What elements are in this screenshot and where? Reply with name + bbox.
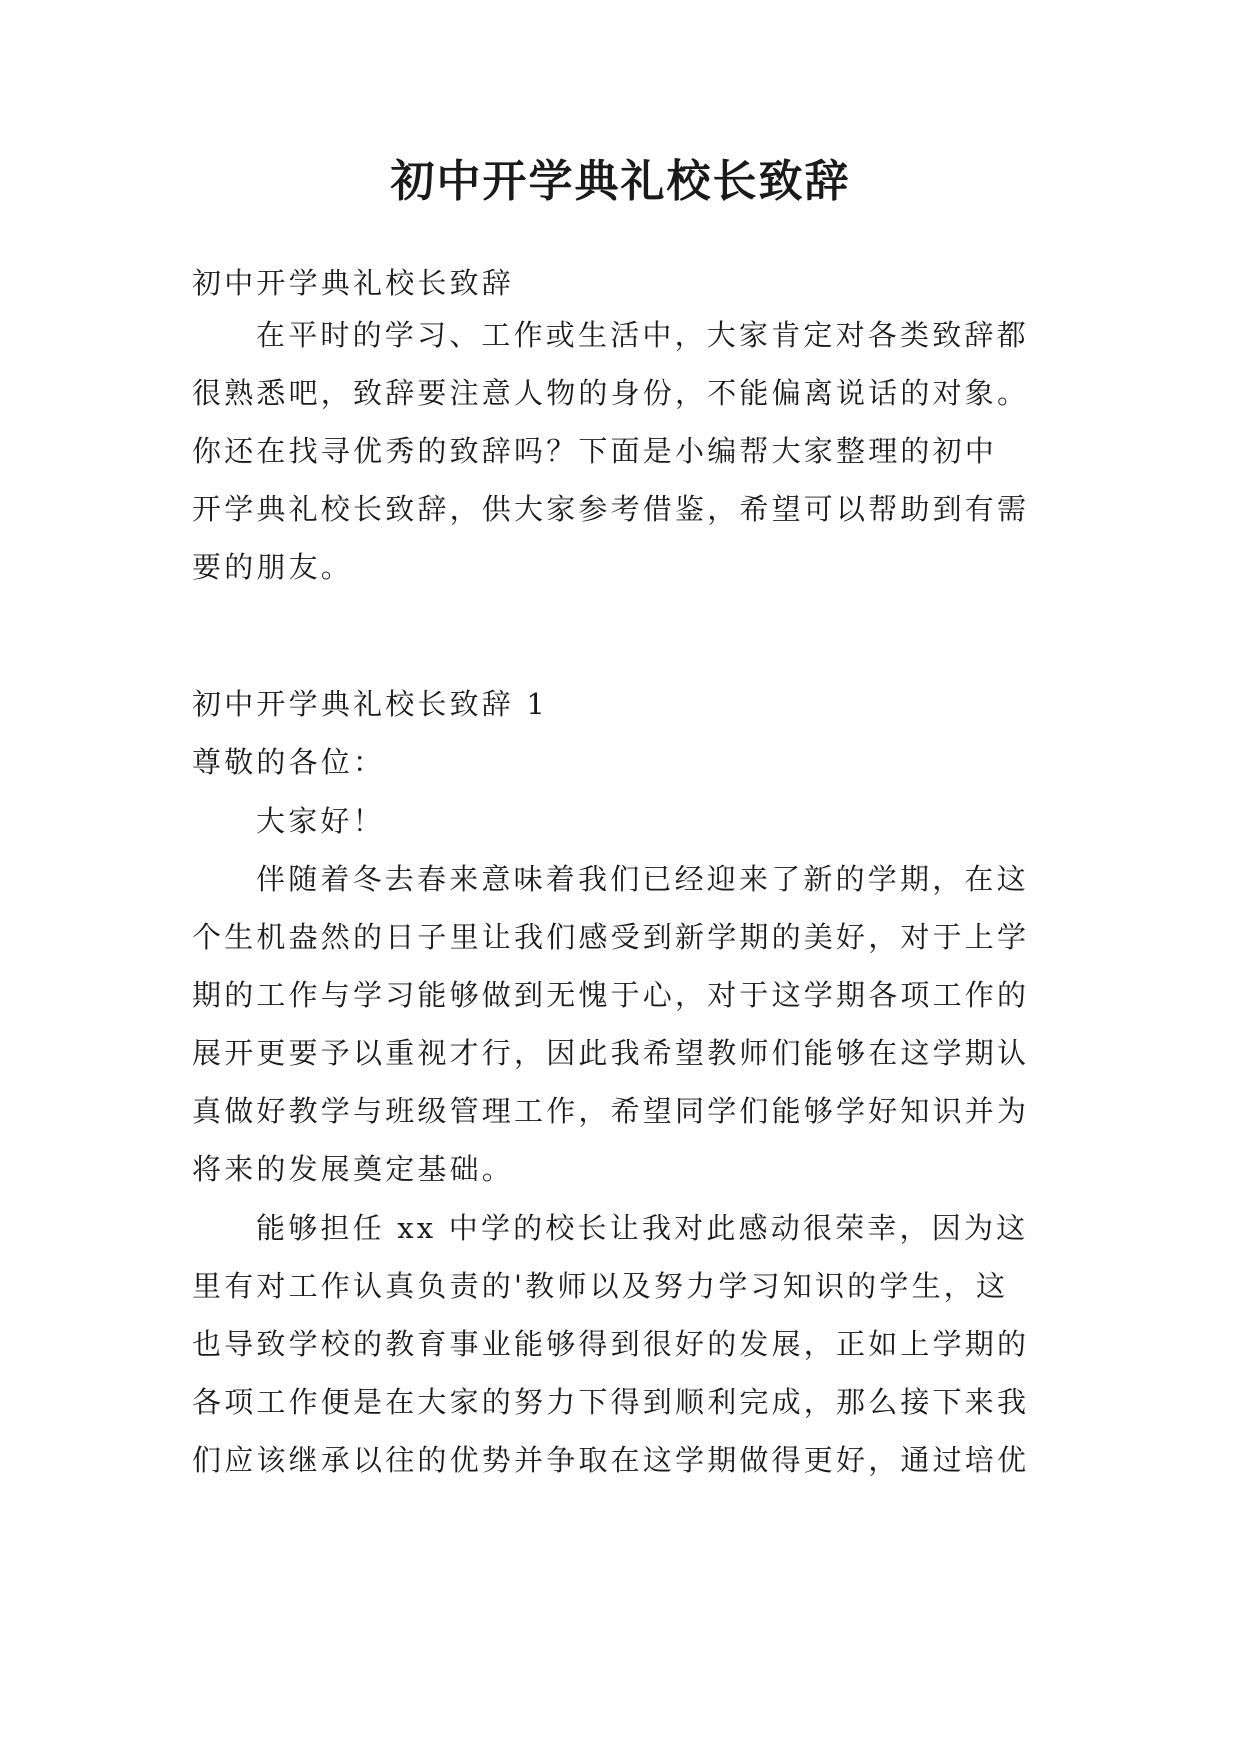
intro-line: 要的朋友。 — [192, 550, 354, 584]
paragraph-line: 里有对工作认真负责的'教师以及努力学习知识的学生，这 — [192, 1269, 1009, 1303]
intro-line: 开学典礼校长致辞，供大家参考借鉴，希望可以帮助到有需 — [192, 492, 1030, 526]
paragraph-line: 真做好教学与班级管理工作，希望同学们能够学好知识并为 — [192, 1094, 1030, 1128]
paragraph-line: 也导致学校的教育事业能够得到很好的发展，正如上学期的 — [192, 1327, 1030, 1361]
paragraph-line: 伴随着冬去春来意味着我们已经迎来了新的学期，在这 — [256, 862, 1029, 896]
paragraph-line: 将来的发展奠定基础。 — [192, 1152, 515, 1186]
paragraph-line: 期的工作与学习能够做到无愧于心，对于这学期各项工作的 — [192, 978, 1030, 1012]
paragraph-line: 能够担任 xx 中学的校长让我对此感动很荣幸，因为这 — [256, 1211, 1029, 1245]
intro-line: 在平时的学习、工作或生活中，大家肯定对各类致辞都 — [256, 318, 1029, 352]
speech-paragraph-1 — [192, 850, 1072, 1198]
paragraph-line: 各项工作便是在大家的努力下得到顺利完成，那么接下来我 — [192, 1385, 1030, 1419]
document-title: 初中开学典礼校长致辞 — [390, 156, 851, 207]
paragraph-line: 展开更要予以重视才行，因此我希望教师们能够在这学期认 — [192, 1036, 1030, 1070]
section-heading: 初中开学典礼校长致辞 1 — [192, 687, 549, 721]
speech-paragraph-2 — [192, 1199, 1072, 1489]
salutation: 尊敬的各位： — [192, 745, 386, 779]
intro-paragraph — [192, 306, 1072, 596]
intro-line: 你还在找寻优秀的致辞吗？下面是小编帮大家整理的初中 — [192, 434, 998, 468]
paragraph-line: 个生机盎然的日子里让我们感受到新学期的美好，对于上学 — [192, 920, 1030, 954]
intro-line: 很熟悉吧，致辞要注意人物的身份，不能偏离说话的对象。 — [192, 376, 1030, 410]
greeting: 大家好！ — [256, 804, 385, 838]
paragraph-line: 们应该继承以往的优势并争取在这学期做得更好，通过培优 — [192, 1443, 1030, 1477]
document-subtitle: 初中开学典礼校长致辞 — [192, 266, 515, 300]
